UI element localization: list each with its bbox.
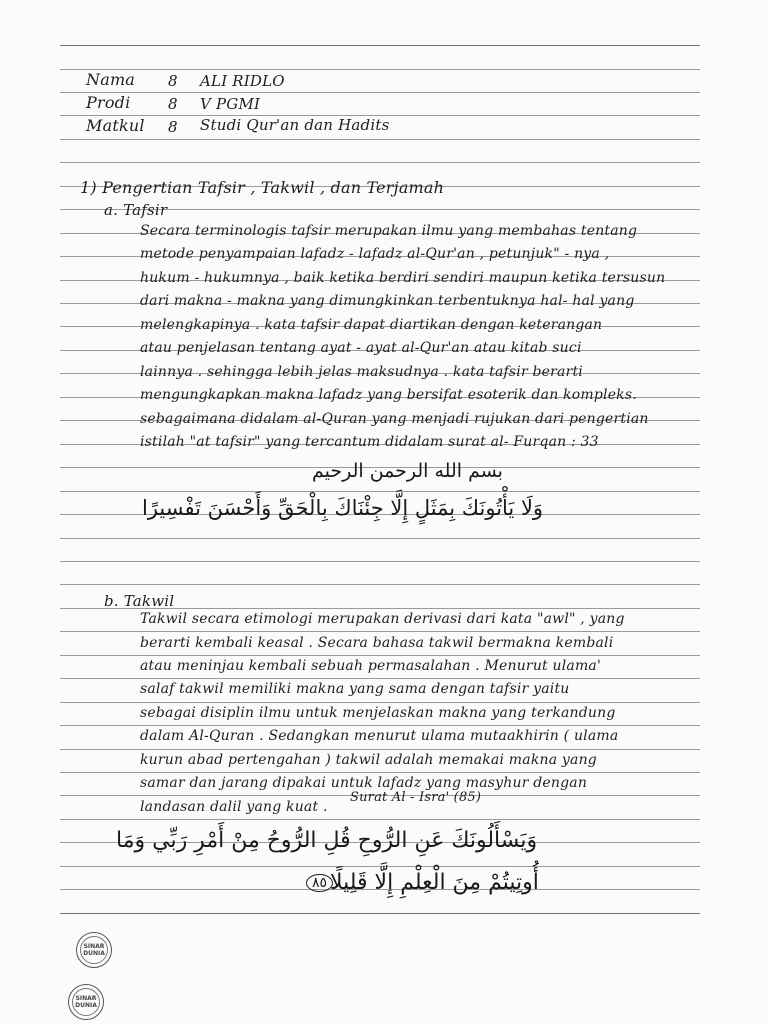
prodi-value: V PGMI — [200, 95, 261, 113]
prodi-colon: 8 — [168, 95, 178, 113]
sinar-dunia-stamp — [76, 932, 112, 968]
furqan-verse: وَلَا يَأْتُونَكَ بِمَثَلٍ إِلَّا جِئْنَاكَ بِالْحَقِّ وَأَحْسَنَ تَفْسِيرًا — [142, 496, 544, 520]
matkul-colon: 8 — [168, 118, 178, 136]
ruled-line — [60, 772, 700, 773]
ruled-line — [60, 45, 700, 46]
section-title: 1) Pengertian Tafsir , Takwil , dan Terjamah — [80, 178, 445, 197]
ruled-line — [60, 702, 700, 703]
text-line: kurun abad pertengahan ) takwil adalah memakai makna yang — [140, 751, 597, 768]
ruled-line — [60, 631, 700, 632]
verse-number: ٨٥ — [306, 874, 333, 892]
ruled-line — [60, 491, 700, 492]
matkul-label: Matkul — [86, 116, 145, 135]
ruled-line — [60, 655, 700, 656]
ruled-line — [60, 866, 700, 867]
text-line: dari makna - makna yang dimungkinkan terbentuknya hal- hal yang — [140, 293, 635, 310]
matkul-value: Studi Qur'an dan Hadits — [200, 116, 390, 134]
text-line: melengkapinya . kata tafsir dapat diartikan dengan keterangan — [140, 316, 603, 333]
name-value: ALI RIDLO — [200, 72, 285, 90]
ruled-line — [60, 584, 700, 585]
stamp-text-top: SINAR — [75, 995, 97, 1002]
ruled-line — [60, 69, 700, 70]
takwil-heading: b. Takwil — [104, 592, 175, 610]
text-line: mengungkapkan makna lafadz yang bersifat esoterik dan kompleks. — [140, 387, 637, 404]
ruled-line — [60, 725, 700, 726]
text-line: hukum - hukumnya , baik ketika berdiri sendiri maupun ketika tersusun — [140, 269, 666, 286]
text-line: lainnya . sehingga lebih jelas maksudnya . kata tafsir berarti — [140, 363, 583, 380]
text-line: Takwil secara etimologi merupakan derivasi dari kata "awl" , yang — [140, 611, 625, 627]
text-line: Secara terminologis tafsir merupakan ilmu yang membahas tentang — [140, 223, 638, 239]
text-line: metode penyampaian lafadz - lafadz al-Qur'an , petunjuk" - nya , — [140, 246, 610, 263]
ruled-line — [60, 162, 700, 163]
ruled-line — [60, 92, 700, 93]
ruled-line — [60, 139, 700, 140]
isra-verse-line1: وَيَسْأَلُونَكَ عَنِ الرُّوحِ قُلِ الرُّوحُ مِنْ أَمْرِ رَبِّي وَمَا — [116, 828, 538, 853]
ruled-line — [60, 561, 700, 562]
stamp-text-bottom: DUNIA — [83, 950, 105, 957]
stamp-text-top: SINAR — [83, 943, 105, 950]
text-line: istilah "at tafsir" yang tercantum didalam surat al- Furqan : 33 — [140, 434, 599, 450]
text-line: berarti kembali keasal . Secara bahasa takwil bermakna kembali — [140, 634, 614, 651]
prodi-label: Prodi — [86, 93, 131, 112]
text-line: samar dan jarang dipakai untuk lafadz yang masyhur dengan — [140, 775, 588, 792]
tafsir-heading: a. Tafsir — [104, 201, 168, 219]
stamp-text-bottom: DUNIA — [75, 1002, 97, 1009]
ruled-line — [60, 678, 700, 679]
sinar-dunia-stamp — [68, 984, 104, 1020]
text-line: salaf takwil memiliki makna yang sama dengan tafsir yaitu — [140, 681, 570, 698]
text-line: landasan dalil yang kuat . — [140, 798, 328, 815]
ruled-line — [60, 819, 700, 820]
basmala: بسم الله الرحمن الرحيم — [312, 460, 503, 482]
surah-reference: Surat Al - Isra' (85) — [350, 790, 482, 805]
text-line: sebagaimana didalam al-Quran yang menjadi rujukan dari pengertian — [140, 410, 649, 427]
text-line: sebagai disiplin ilmu untuk menjelaskan makna yang terkandung — [140, 704, 616, 721]
name-label: Nama — [86, 70, 136, 89]
ruled-line — [60, 538, 700, 539]
text-line: atau penjelasan tentang ayat - ayat al-Qur'an atau kitab suci — [140, 340, 582, 357]
ruled-line — [60, 913, 700, 914]
text-line: dalam Al-Quran . Sedangkan menurut ulama mutaakhirin ( ulama — [140, 728, 619, 745]
text-line: atau meninjau kembali sebuah permasalahan . Menurut ulama' — [140, 657, 602, 674]
isra-verse-line2: أُوتِيتُمْ مِنَ الْعِلْمِ إِلَّا قَلِيلًا — [330, 870, 539, 895]
ruled-line — [60, 749, 700, 750]
name-colon: 8 — [168, 72, 178, 90]
